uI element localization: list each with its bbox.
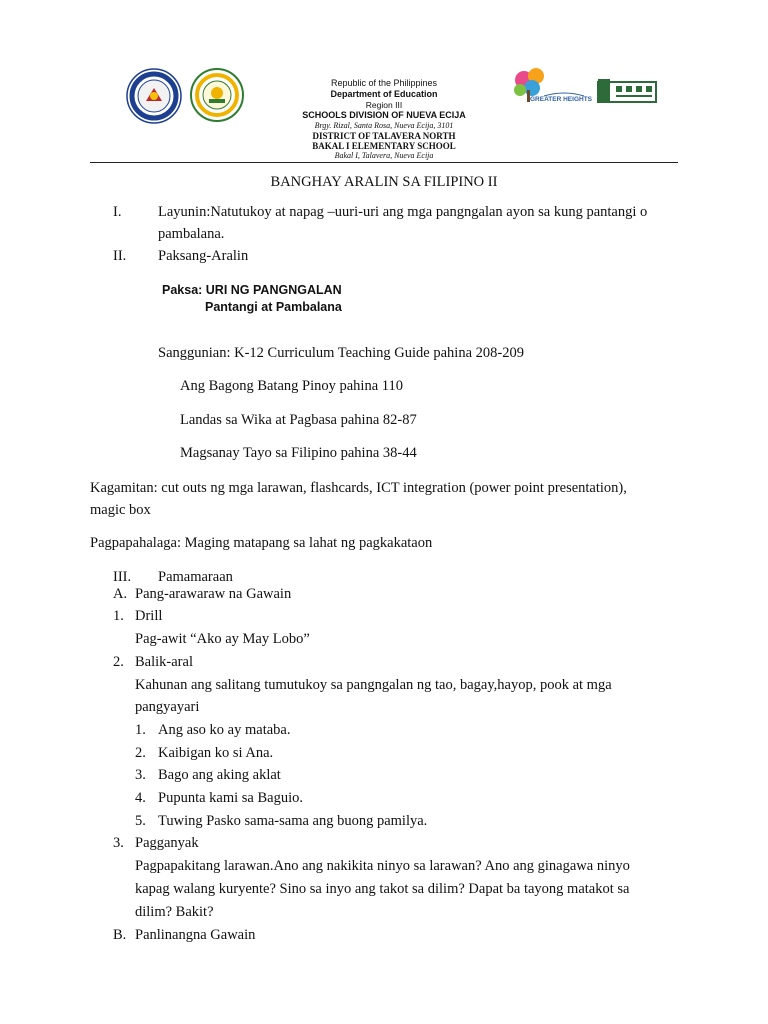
section-3-number: III.: [113, 569, 132, 585]
reference-2: Landas sa Wika at Pagbasa pahina 82-87: [180, 412, 417, 428]
header-divider: [90, 162, 678, 163]
paksa-line2: Pantangi at Pambalana: [205, 300, 342, 314]
sub-item-number: 3.: [135, 767, 146, 783]
header-republic: Republic of the Philippines: [330, 78, 438, 88]
sanggunian-line: Sanggunian: K-12 Curriculum Teaching Guide pahina 208-209: [158, 345, 524, 361]
document-title: BANGHAY ARALIN SA FILIPINO II: [270, 174, 498, 190]
section-1-layunin-line2: pambalana.: [158, 226, 225, 242]
item-2-text-line2: pangyayari: [135, 699, 200, 715]
item-1-text: Pag-awit “Ako ay May Lobo”: [135, 631, 310, 647]
reference-3: Magsanay Tayo sa Filipino pahina 38-44: [180, 445, 417, 461]
item-1-label: Drill: [135, 608, 163, 624]
item-2-label: Balik-aral: [135, 654, 193, 670]
sub-item-number: 5.: [135, 813, 146, 829]
item-3-number: 3.: [113, 835, 124, 851]
item-3-text-line2: kapag walang kuryente? Sino sa inyo ang takot sa dilim? Dapat ba tayong matakot sa: [135, 881, 630, 897]
sub-item-text: Bago ang aking aklat: [158, 767, 281, 783]
item-2-text-line1: Kahunan ang salitang tumutukoy sa pangngalan ng tao, bagay,hayop, pook at mga: [135, 677, 612, 693]
sub-item-number: 2.: [135, 745, 146, 761]
header-address: Brgy. Rizal, Santa Rosa, Nueva Ecija, 3101: [314, 121, 454, 130]
section-1-number: I.: [113, 204, 122, 220]
sub-item-number: 1.: [135, 722, 146, 738]
section-2-number: II.: [113, 248, 127, 264]
item-3-text-line3: dilim? Bakit?: [135, 904, 214, 920]
item-2-number: 2.: [113, 654, 124, 670]
deped-seal-logo: [126, 68, 182, 124]
kagamitan-line2: magic box: [90, 502, 151, 518]
sub-item-text: Tuwing Pasko sama-sama ang buong pamilya.: [158, 813, 428, 829]
greater-heights-text: GREATER HEIGHTS: [530, 96, 592, 103]
paksa-line1: Paksa: URI NG PANGNGALAN: [162, 283, 342, 297]
section-1-layunin-line1: Layunin:Natutukoy at napag –uuri-uri ang mga pangngalan ayon sa kung pantangi o: [158, 204, 648, 220]
part-a-label: Pang-arawaraw na Gawain: [135, 586, 292, 602]
sub-item-text: Pupunta kami sa Baguio.: [158, 790, 303, 806]
part-b-letter: B.: [113, 927, 127, 943]
sub-item-text: Ang aso ko ay mataba.: [158, 722, 291, 738]
header-school: BAKAL I ELEMENTARY SCHOOL: [312, 141, 456, 151]
sub-item-number: 4.: [135, 790, 146, 806]
school-building-logo: [596, 76, 658, 106]
kagamitan-line1: Kagamitan: cut outs ng mga larawan, flashcards, ICT integration (power point presentation),: [90, 480, 627, 496]
header-school-address: Bakal I, Talavera, Nueva Ecija: [334, 151, 434, 160]
header-department: Department of Education: [330, 89, 438, 99]
header-district: DISTRICT OF TALAVERA NORTH: [312, 131, 456, 141]
part-b-label: Panlinangna Gawain: [135, 927, 256, 943]
reference-1: Ang Bagong Batang Pinoy pahina 110: [180, 378, 403, 394]
item-3-label: Pagganyak: [135, 835, 199, 851]
header-division: SCHOOLS DIVISION OF NUEVA ECIJA: [302, 110, 466, 120]
item-3-text-line1: Pagpapakitang larawan.Ano ang nakikita ninyo sa larawan? Ano ang ginagawa ninyo: [135, 858, 630, 874]
greater-heights-logo: [508, 66, 592, 112]
header-region: Region III: [365, 100, 403, 110]
section-2-label: Paksang-Aralin: [158, 248, 249, 264]
pagpapahalaga-line: Pagpapahalaga: Maging matapang sa lahat ng pagkakataon: [90, 535, 433, 551]
section-3-label: Pamamaraan: [158, 569, 233, 585]
part-a-letter: A.: [113, 586, 128, 602]
item-1-number: 1.: [113, 608, 124, 624]
sub-item-text: Kaibigan ko si Ana.: [158, 745, 274, 761]
